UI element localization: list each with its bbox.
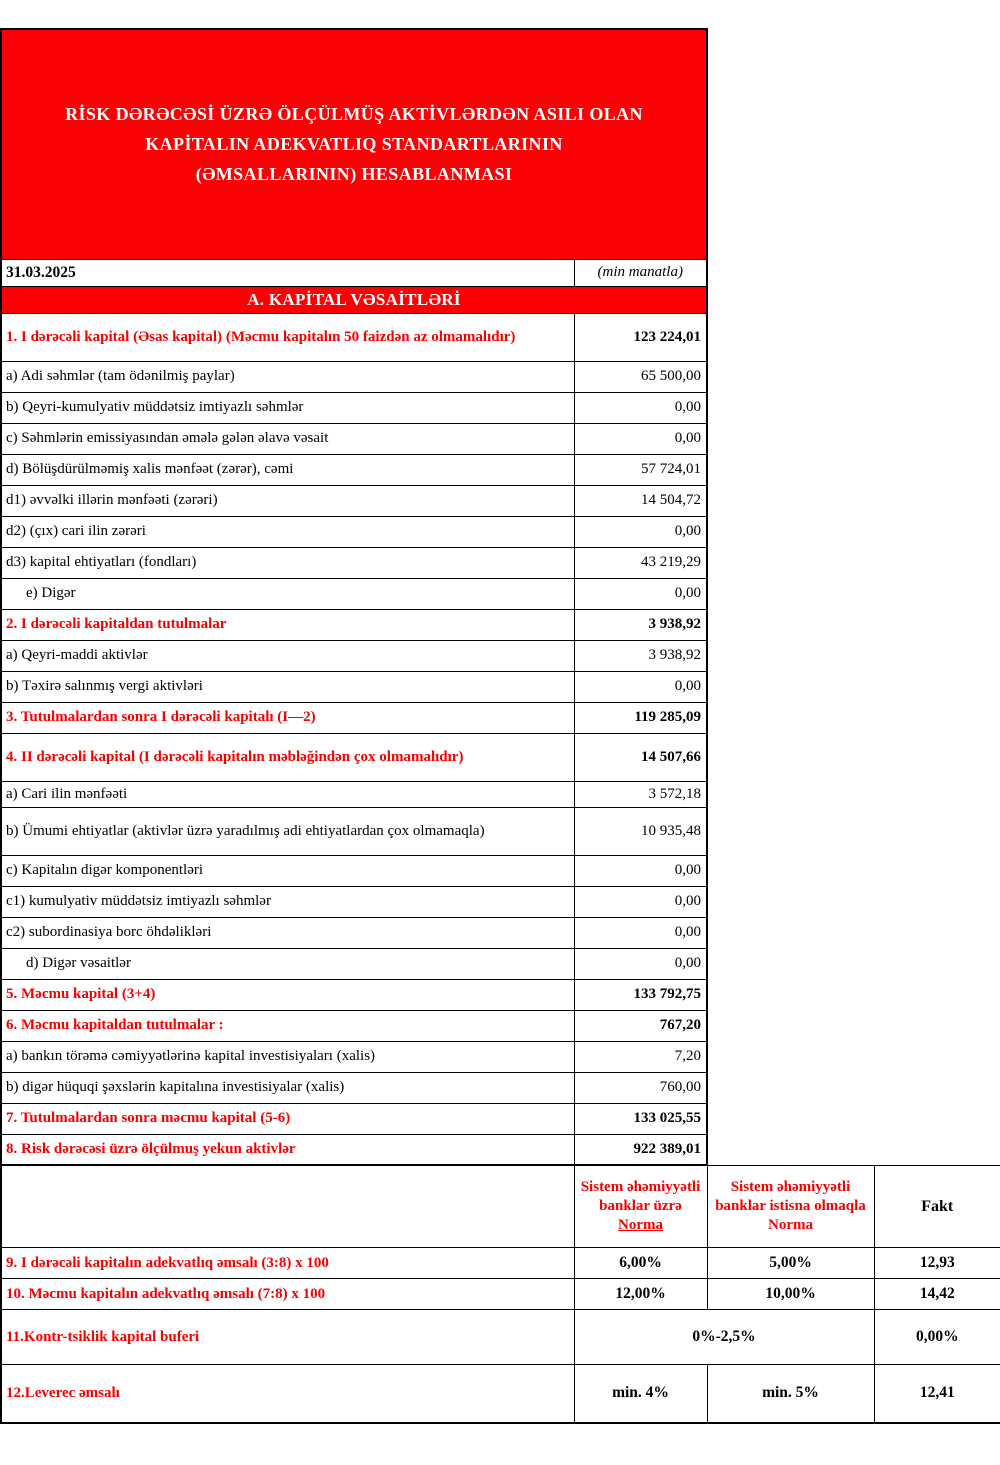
row-value: 57 724,01 <box>574 454 707 485</box>
row-label: b) Ümumi ehtiyatlar (aktivlər üzrə yaradılmış adi ehtiyatlardan çox olmamaqla) <box>1 807 574 855</box>
row-value: 0,00 <box>574 671 707 702</box>
table-row <box>1 948 707 979</box>
row-label: a) Cari ilin mənfəəti <box>1 781 574 807</box>
header-norma-sib-underlined: Norma <box>618 1217 663 1233</box>
report-date: 31.03.2025 <box>1 259 574 286</box>
report-title-line-2: KAPİTALIN ADEKVATLIQ STANDARTLARININ <box>145 134 563 155</box>
row-value: 767,20 <box>574 1010 707 1041</box>
table-row <box>1 1365 1000 1423</box>
unit-note: (min manatla) <box>574 259 707 286</box>
row-label: d) Bölüşdürülməmiş xalis mənfəət (zərər), cəmi <box>1 454 574 485</box>
row-label: c2) subordinasiya borc öhdəlikləri <box>1 917 574 948</box>
table-row <box>1 1041 707 1072</box>
row-value: 3 572,18 <box>574 781 707 807</box>
row-label: e) Digər <box>1 578 574 609</box>
table-row <box>1 578 707 609</box>
row-value: 0,00 <box>574 392 707 423</box>
row-label: d2) (çıx) cari ilin zərəri <box>1 516 574 547</box>
ratio-table <box>0 1165 1000 1424</box>
table-row <box>1 1248 1000 1279</box>
row-value: 7,20 <box>574 1041 707 1072</box>
row-value: 119 285,09 <box>574 702 707 733</box>
row-value: 0,00 <box>574 578 707 609</box>
row-value: 133 792,75 <box>574 979 707 1010</box>
table-row <box>1 423 707 454</box>
ratio-corner-cell <box>1 1166 574 1248</box>
row-label: a) Qeyri-maddi aktivlər <box>1 640 574 671</box>
table-row <box>1 361 707 392</box>
table-row <box>1 1103 707 1134</box>
header-norma-sib <box>574 1166 707 1248</box>
row-label: 4. II dərəcəli kapital (I dərəcəli kapitalın məbləğindən çox olmamalıdır) <box>1 733 574 781</box>
row-label: 1. I dərəcəli kapital (Əsas kapital) (Məcmu kapitalın 50 faizdən az olmamalıdır) <box>1 313 574 361</box>
row-label: 3. Tutulmalardan sonra I dərəcəli kapitalı (I—2) <box>1 702 574 733</box>
row-label: 10. Məcmu kapitalın adekvatlıq əmsalı (7:8) x 100 <box>1 1279 574 1310</box>
table-row <box>1 1072 707 1103</box>
row-label: c) Səhmlərin emissiyasından əmələ gələn əlavə vəsait <box>1 423 574 454</box>
norma-other-value: 10,00% <box>707 1279 874 1310</box>
row-label: 11.Kontr-tsiklik kapital buferi <box>1 1310 574 1365</box>
table-row <box>1 1010 707 1041</box>
row-value: 0,00 <box>574 917 707 948</box>
table-row <box>1 979 707 1010</box>
row-value: 760,00 <box>574 1072 707 1103</box>
row-label: b) digər hüquqi şəxslərin kapitalına investisiyalar (xalis) <box>1 1072 574 1103</box>
report-title-line-1: RİSK DƏRƏCƏSİ ÜZRƏ ÖLÇÜLMÜŞ AKTİVLƏRDƏN ASILI OLAN <box>65 104 643 125</box>
header-fakt: Fakt <box>874 1166 1000 1248</box>
table-row <box>1 807 707 855</box>
norma-other-value: 5,00% <box>707 1248 874 1279</box>
row-label: 8. Risk dərəcəsi üzrə ölçülmuş yekun aktivlər <box>1 1134 574 1165</box>
table-row <box>1 313 707 361</box>
report-title-block <box>1 29 707 259</box>
fakt-value: 12,93 <box>874 1248 1000 1279</box>
row-label: b) Təxirə salınmış vergi aktivləri <box>1 671 574 702</box>
row-value: 65 500,00 <box>574 361 707 392</box>
table-row <box>1 516 707 547</box>
row-value: 43 219,29 <box>574 547 707 578</box>
row-label: a) bankın törəmə cəmiyyətlərinə kapital investisiyaları (xalis) <box>1 1041 574 1072</box>
row-label: b) Qeyri-kumulyativ müddətsiz imtiyazlı səhmlər <box>1 392 574 423</box>
row-value: 10 935,48 <box>574 807 707 855</box>
section-a-row <box>1 286 707 313</box>
table-row <box>1 485 707 516</box>
row-value: 3 938,92 <box>574 640 707 671</box>
row-label: 2. I dərəcəli kapitaldan tutulmalar <box>1 609 574 640</box>
table-row <box>1 671 707 702</box>
section-a-title: A. KAPİTAL VƏSAİTLƏRİ <box>1 286 707 313</box>
row-value: 0,00 <box>574 886 707 917</box>
table-row <box>1 886 707 917</box>
row-value: 14 507,66 <box>574 733 707 781</box>
table-row <box>1 547 707 578</box>
capital-table <box>0 28 708 1166</box>
ratio-header-row <box>1 1166 1000 1248</box>
row-value: 0,00 <box>574 423 707 454</box>
header-norma-other: Sistem əhəmiyyətli banklar istisna olmaqla Norma <box>707 1166 874 1248</box>
row-value: 0,00 <box>574 855 707 886</box>
row-value: 133 025,55 <box>574 1103 707 1134</box>
row-value: 3 938,92 <box>574 609 707 640</box>
report-title <box>1 29 707 259</box>
header-norma-sib-text: Sistem əhəmiyyətli banklar üzrə <box>580 1179 701 1214</box>
row-label: d) Digər vəsaitlər <box>1 948 574 979</box>
table-row <box>1 1134 707 1165</box>
table-row <box>1 781 707 807</box>
table-row <box>1 609 707 640</box>
norma-other-value: min. 5% <box>707 1365 874 1423</box>
table-row <box>1 702 707 733</box>
row-label: 9. I dərəcəli kapitalın adekvatlıq əmsalı (3:8) x 100 <box>1 1248 574 1279</box>
table-row <box>1 855 707 886</box>
table-row <box>1 392 707 423</box>
norma-sib-value: 12,00% <box>574 1279 707 1310</box>
row-label: 7. Tutulmalardan sonra məcmu kapital (5-6) <box>1 1103 574 1134</box>
row-label: 12.Leverec əmsalı <box>1 1365 574 1423</box>
row-value: 922 389,01 <box>574 1134 707 1165</box>
row-label: a) Adi səhmlər (tam ödənilmiş paylar) <box>1 361 574 392</box>
row-label: d3) kapital ehtiyatları (fondları) <box>1 547 574 578</box>
row-label: 5. Məcmu kapital (3+4) <box>1 979 574 1010</box>
row-label: d1) əvvəlki illərin mənfəəti (zərəri) <box>1 485 574 516</box>
row-label: c1) kumulyativ müddətsiz imtiyazlı səhmlər <box>1 886 574 917</box>
table-row <box>1 733 707 781</box>
table-row <box>1 454 707 485</box>
row-value: 0,00 <box>574 516 707 547</box>
date-row <box>1 259 707 286</box>
table-row <box>1 1279 1000 1310</box>
row-value: 0,00 <box>574 948 707 979</box>
row-value: 123 224,01 <box>574 313 707 361</box>
fakt-value: 12,41 <box>874 1365 1000 1423</box>
fakt-value: 0,00% <box>874 1310 1000 1365</box>
table-row <box>1 1310 1000 1365</box>
row-label: c) Kapitalın digər komponentləri <box>1 855 574 886</box>
fakt-value: 14,42 <box>874 1279 1000 1310</box>
table-row <box>1 640 707 671</box>
table-row <box>1 917 707 948</box>
norma-sib-value: min. 4% <box>574 1365 707 1423</box>
row-label: 6. Məcmu kapitaldan tutulmalar : <box>1 1010 574 1041</box>
norma-sib-value: 6,00% <box>574 1248 707 1279</box>
row-value: 14 504,72 <box>574 485 707 516</box>
norma-merged-value: 0%-2,5% <box>574 1310 874 1365</box>
report-title-line-3: (ƏMSALLARININ) HESABLANMASI <box>195 164 513 185</box>
